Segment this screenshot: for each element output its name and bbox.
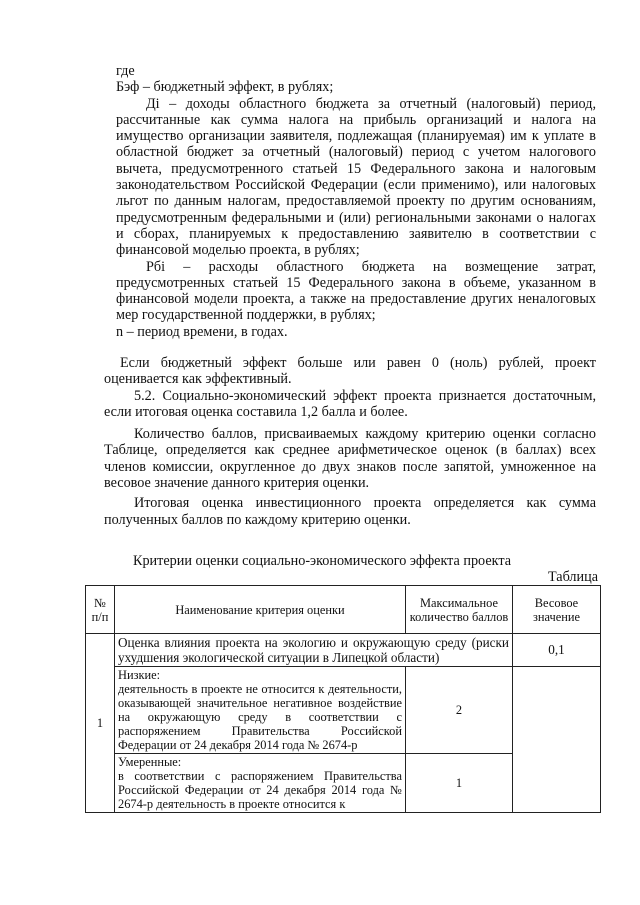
sub-score-moderate: 1 xyxy=(406,754,513,813)
table-label: Таблица xyxy=(547,569,598,585)
table-caption: Критерии оценки социально-экономического эффекта проекта xyxy=(133,553,511,569)
criterion-weight: 0,1 xyxy=(513,634,601,667)
paragraph-effect: Если бюджетный эффект больше или равен 0 (ноль) рублей, проект оценивается как эффективный. xyxy=(104,355,596,388)
table-header-row xyxy=(86,586,601,634)
row-number: 1 xyxy=(86,634,115,813)
table-row xyxy=(86,634,601,667)
header-num: № п/п xyxy=(86,586,115,634)
paragraph-rbi: Рбi – расходы областного бюджета на возмещение затрат, предусмотренных статьей 15 Федерального закона в объеме, указанном в финансовой модели проекта, а также на предоставление других неналоговых мер государственной поддержки, в рублях; xyxy=(116,258,596,324)
sub-criterion-moderate: Умеренные: в соответствии с распоряжением Правительства Российской Федерации от 24 декабря 2014 года № 2674-р деятельность в проекте относится к xyxy=(115,754,406,813)
sub-score-low: 2 xyxy=(406,667,513,754)
paragraph-di: Дi – доходы областного бюджета за отчетный (налоговый) период, рассчитанные как сумма налога на прибыль организаций и налога на имущество организации заявителя, подлежащая (планируемая) им к уплате в областной бюджет за отчетный (налоговый) период с учетом налогового вычета, предусмотренного статьей 15 Федерального закона и налоговым законодательством Российской Федерации (если применимо), или налоговых льгот по данным налогам, предоставляемой проекту по другим основаниям, предусмотренным федеральными и (или) региональными законами о налогах и сборах, планируемых к предоставлению заявителю в соответствии с финансовой моделью проекта, в рублях; xyxy=(116,95,596,259)
paragraph-5-2: 5.2. Социально-экономический эффект проекта признается достаточным, если итоговая оценка составила 1,2 балла и более. xyxy=(104,387,596,420)
header-max: Максимальное количество баллов xyxy=(406,586,513,634)
sub-criterion-low: Низкие: деятельность в проекте не относится к деятельности, оказывающей значительное негативное воздействие на окружающую среду в соответствии с распоряжением Правительства Российской Федерации от 24 декабря 2014 года № 2674-р xyxy=(115,667,406,754)
criterion-name: Оценка влияния проекта на экологию и окружающую среду (риски ухудшения экологической ситуации в Липецкой области) xyxy=(115,634,513,667)
table-row xyxy=(86,667,601,754)
body-text xyxy=(116,63,596,340)
body-text-2 xyxy=(104,355,596,528)
criteria-table xyxy=(85,585,601,813)
header-weight: Весовое значение xyxy=(513,586,601,634)
paragraph-beff: Бэф – бюджетный эффект, в рублях; xyxy=(116,79,334,96)
weight-empty-cell xyxy=(513,667,601,813)
paragraph-points: Количество баллов, присваиваемых каждому критерию оценки согласно Таблице, определяется как среднее арифметическое оценок (в баллах) всех членов комиссии, округленное до двух знаков после запятой, умноженное на весовое значение данного критерия оценки. xyxy=(104,426,596,492)
paragraph-total: Итоговая оценка инвестиционного проекта определяется как сумма полученных баллов по каждому критерию оценки. xyxy=(104,495,596,528)
paragraph-where: где xyxy=(116,63,135,79)
header-name: Наименование критерия оценки xyxy=(115,586,406,634)
paragraph-n: n – период времени, в годах. xyxy=(116,323,288,340)
